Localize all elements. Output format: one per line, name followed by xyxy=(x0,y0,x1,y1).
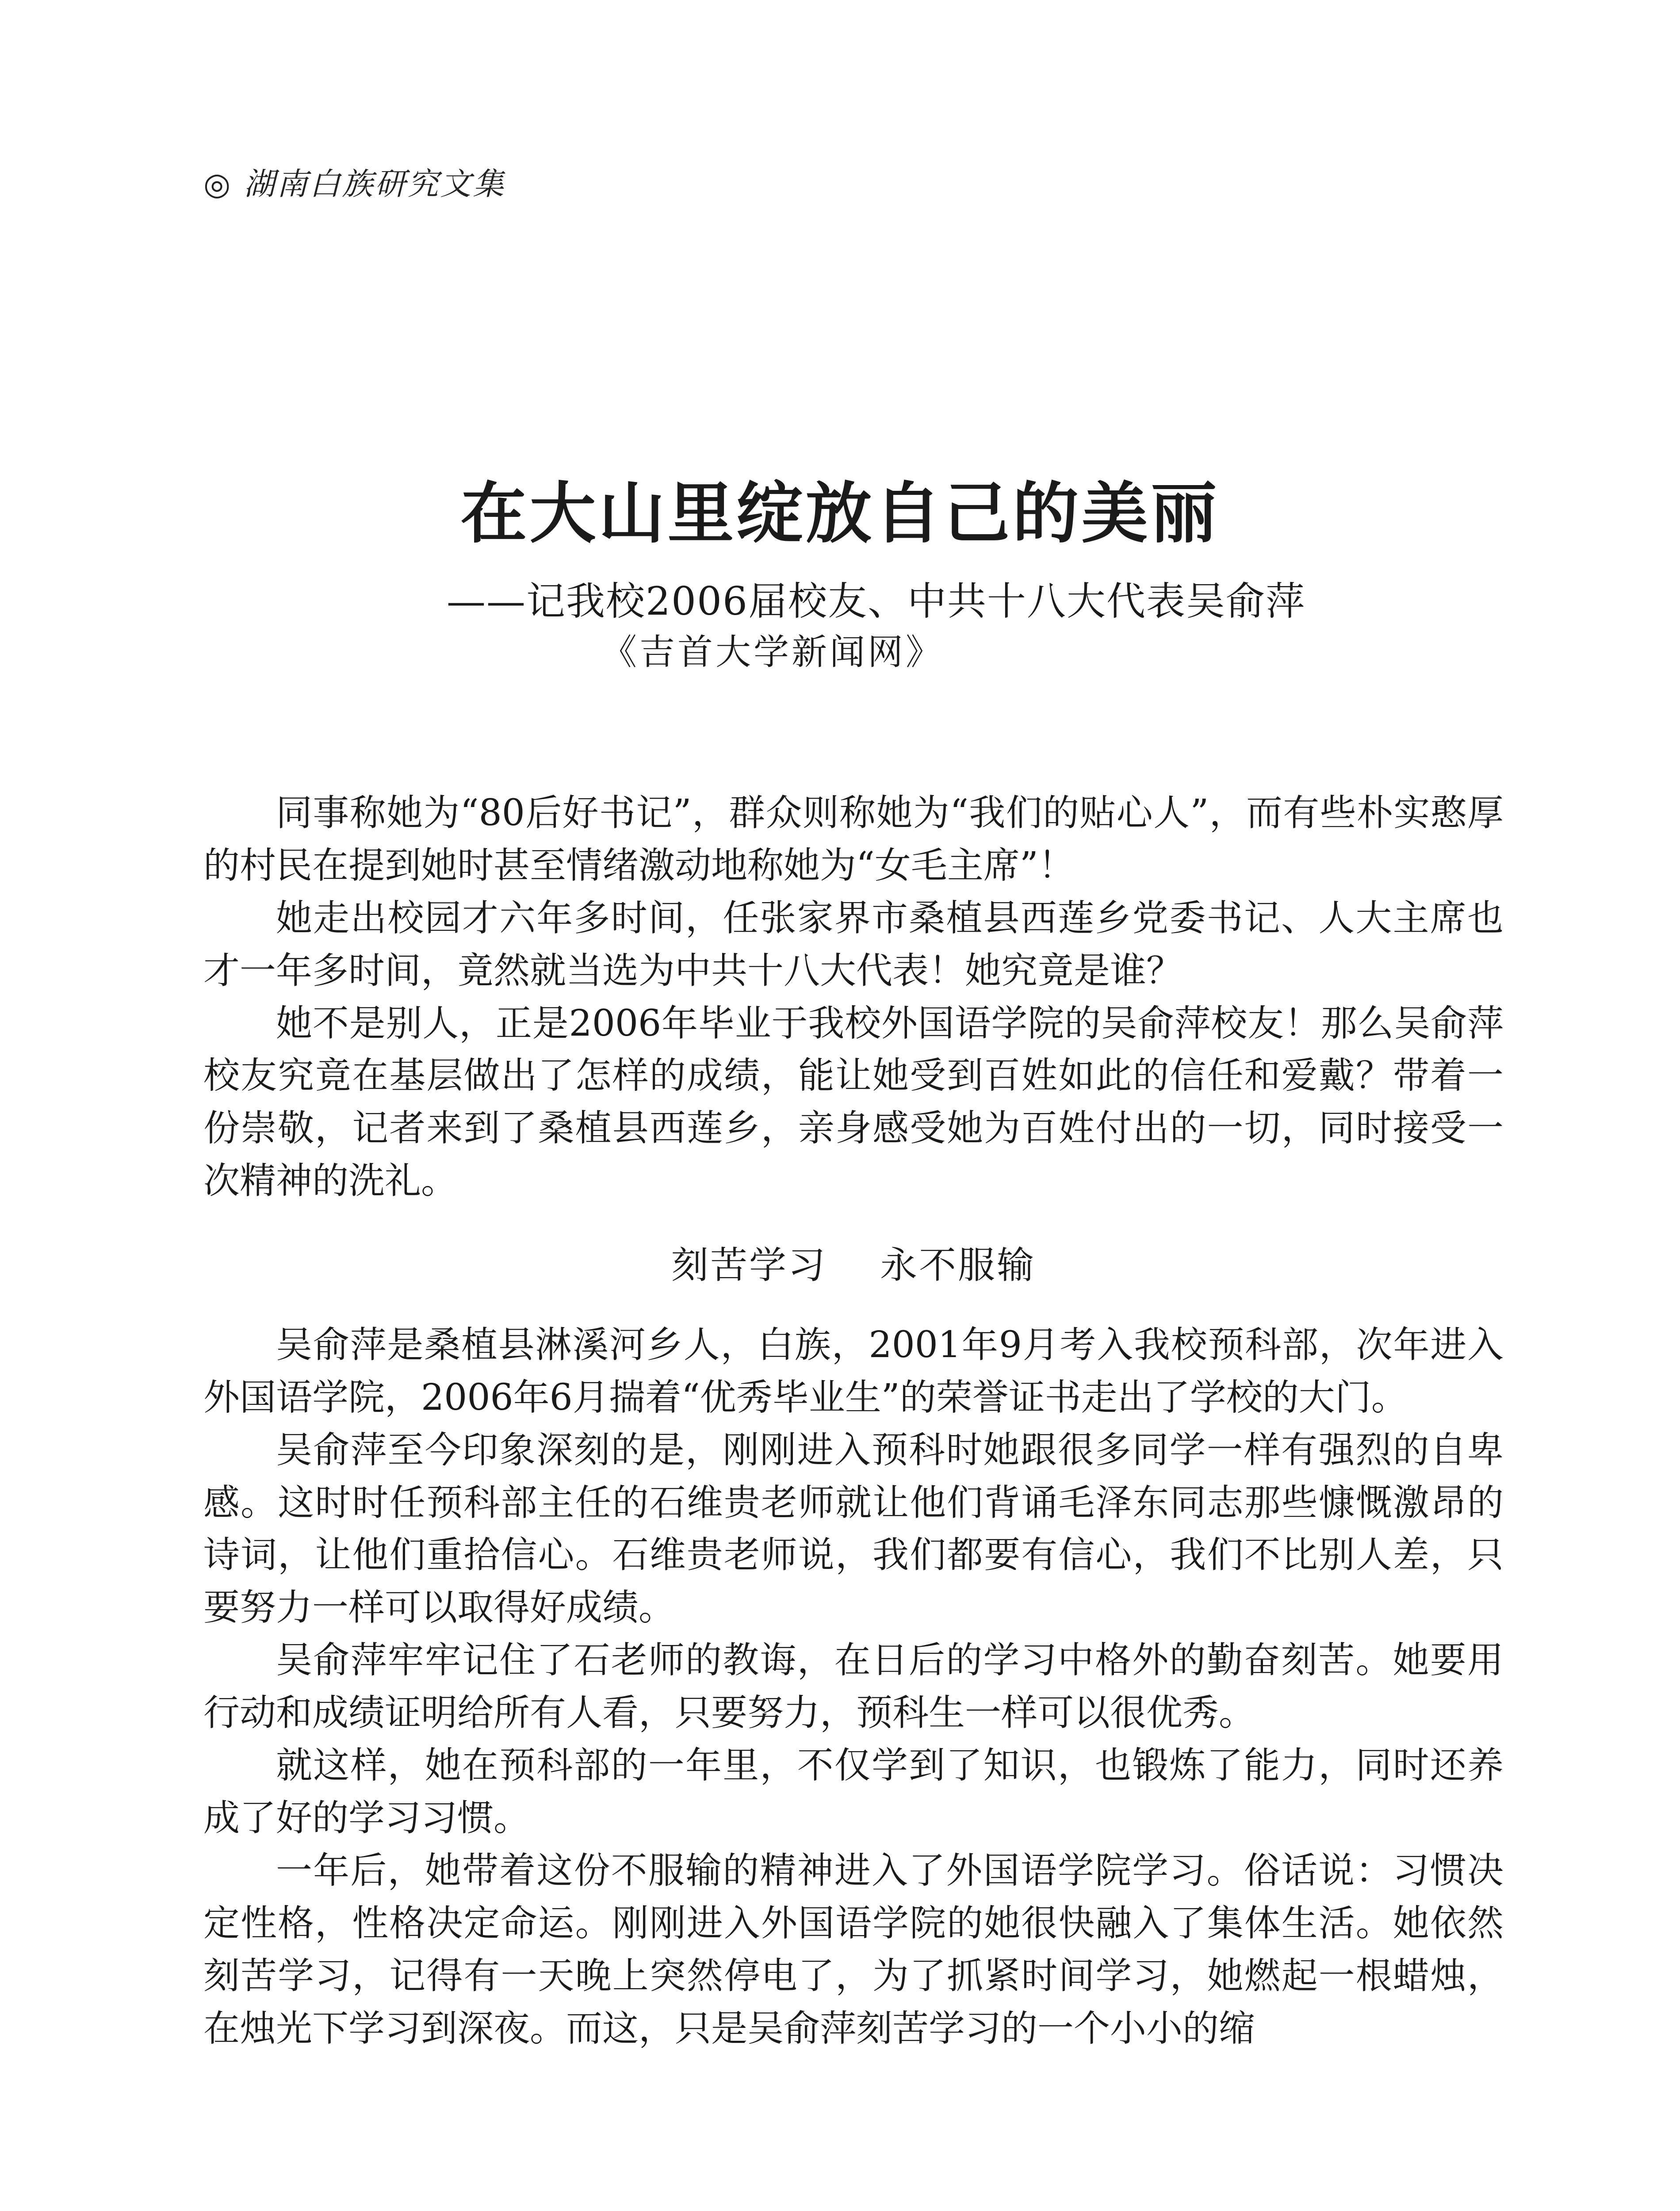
paragraph: 同事称她为“80后好书记”，群众则称她为“我们的贴心人”，而有些朴实憨厚的村民在提到她时甚至情绪激动地称她为“女毛主席”！ xyxy=(203,792,1504,887)
article-title: 在大山里绽放自己的美丽 xyxy=(460,475,1220,552)
article-body xyxy=(203,787,1504,2055)
paragraph: 吴俞萍牢牢记住了石老师的教诲，在日后的学习中格外的勤奋刻苦。她要用行动和成绩证明给所有人看，只要努力，预科生一样可以很优秀。 xyxy=(203,1639,1504,1734)
article-subtitle: ——记我校2006届校友、中共十八大代表吴俞萍 xyxy=(447,578,1305,624)
section-heading-part: 刻苦学习 xyxy=(671,1243,827,1287)
paragraph: 就这样，她在预科部的一年里，不仅学到了知识，也锻炼了能力，同时还养成了好的学习习惯。 xyxy=(203,1744,1504,1839)
paragraph: 她不是别人，正是2006年毕业于我校外国语学院的吴俞萍校友！那么吴俞萍校友究竟在基层做出了怎样的成绩，能让她受到百姓如此的信任和爱戴？带着一份崇敬，记者来到了桑植县西莲乡，亲身感受她为百姓付出的一切，同时接受一次精神的洗礼。 xyxy=(203,1002,1504,1202)
paragraph: 吴俞萍是桑植县淋溪河乡人，白族，2001年9月考入我校预科部，次年进入外国语学院，2006年6月揣着“优秀毕业生”的荣誉证书走出了学校的大门。 xyxy=(203,1324,1504,1419)
paragraph: 吴俞萍至今印象深刻的是，刚刚进入预科时她跟很多同学一样有强烈的自卑感。这时时任预科部主任的石维贵老师就让他们背诵毛泽东同志那些慷慨激昂的诗词，让他们重拾信心。石维贵老师说，我们都要有信心，我们不比别人差，只要努力一样可以取得好成绩。 xyxy=(203,1429,1504,1629)
article-source: 《吉首大学新闻网》 xyxy=(601,631,944,673)
paragraph: 她走出校园才六年多时间，任张家界市桑植县西莲乡党委书记、人大主席也才一年多时间，竟然就当选为中共十八大代表！她究竟是谁？ xyxy=(203,897,1504,992)
running-head: ◎ 湖南白族研究文集 xyxy=(203,166,506,202)
section-heading-part: 永不服输 xyxy=(880,1243,1036,1287)
section-heading xyxy=(203,1239,1504,1293)
paragraph: 一年后，她带着这份不服输的精神进入了外国语学院学习。俗话说：习惯决定性格，性格决定命运。刚刚进入外国语学院的她很快融入了集体生活。她依然刻苦学习，记得有一天晚上突然停电了，为了抓紧时间学习，她燃起一根蜡烛，在烛光下学习到深夜。而这，只是吴俞萍刻苦学习的一个小小的缩 xyxy=(203,1849,1504,2050)
